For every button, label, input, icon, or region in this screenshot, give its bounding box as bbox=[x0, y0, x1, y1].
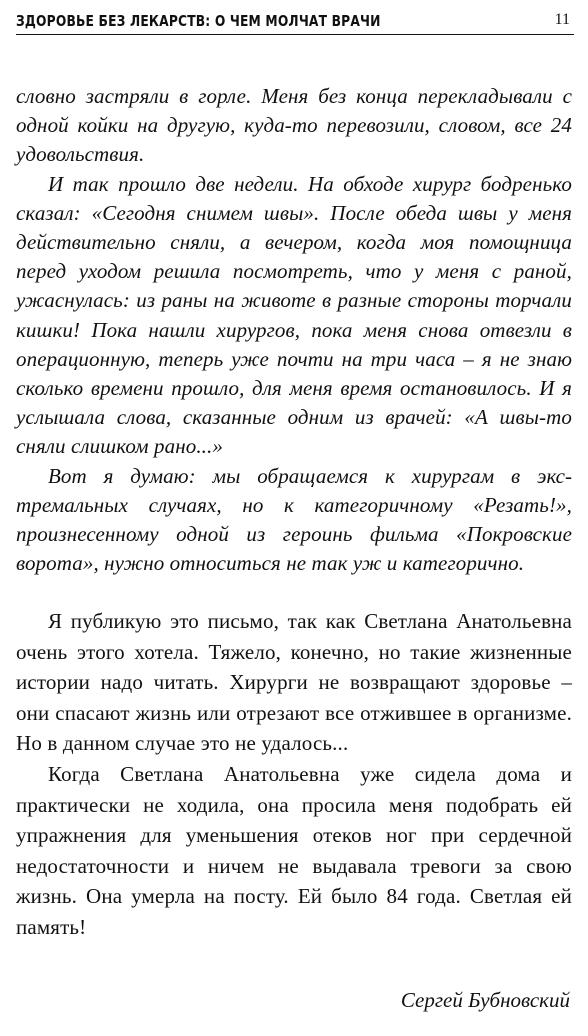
body-paragraph: Когда Светлана Анатольевна уже сидела дома и практически не ходила, она просила меня подобрать ей упражнения для уменьшения отеков ног при сердечной недостаточности и ничем не выдавала тревоги за свою жизнь. Она умерла на посту. Ей было 84 года. Светлая ей память! bbox=[16, 761, 572, 939]
body-paragraph: Я публикую это письмо, так как Светлана Анатольевна очень этого хотела. Тяжело, конечно, но такие жизненные истории надо читать. Хирурги не возвращают здоровье – они спасают жизнь или отрезают все отжившее в организме. Но в данном случае это не удалось... bbox=[16, 609, 572, 756]
letter-paragraph: Вот я думаю: мы обращаемся к хирургам в экстремальных случаях, но к категоричному «Резать!», произнесенному одной из героинь фильма «Покровские ворота», нужно относиться не так уж и категорично. bbox=[16, 463, 572, 576]
page-number: 11 bbox=[554, 11, 570, 28]
page-header bbox=[16, 8, 574, 35]
author-commentary bbox=[16, 606, 572, 943]
quoted-letter bbox=[16, 82, 572, 578]
running-title: ЗДОРОВЬЕ БЕЗ ЛЕКАРСТВ: О ЧЕМ МОЛЧАТ ВРАЧИ bbox=[16, 12, 381, 30]
letter-paragraph: И так прошло две недели. На обходе хирург бодренько сказал: «Сегодня снимем швы». После обеда швы у меня действительно сняли, а вечером, когда моя помощница перед уходом решила посмотреть, что у меня с раной, ужаснулась: из раны на животе в разные стороны торчали кишки! Пока нашли хирургов, пока меня снова отвезли в операционную, теперь уже почти на три часа – я не знаю сколько времени прошло, для меня время остановилось. И я услышала слова, сказанные одним из врачей: «А швы-то сняли слишком рано...» bbox=[16, 171, 572, 459]
author-signature: Сергей Бубновский bbox=[400, 988, 570, 1012]
letter-paragraph: словно застряли в горле. Меня без конца перекладывали с одной койки на другую, куда-то перевозили, словом, все 24 удовольствия. bbox=[16, 84, 572, 167]
